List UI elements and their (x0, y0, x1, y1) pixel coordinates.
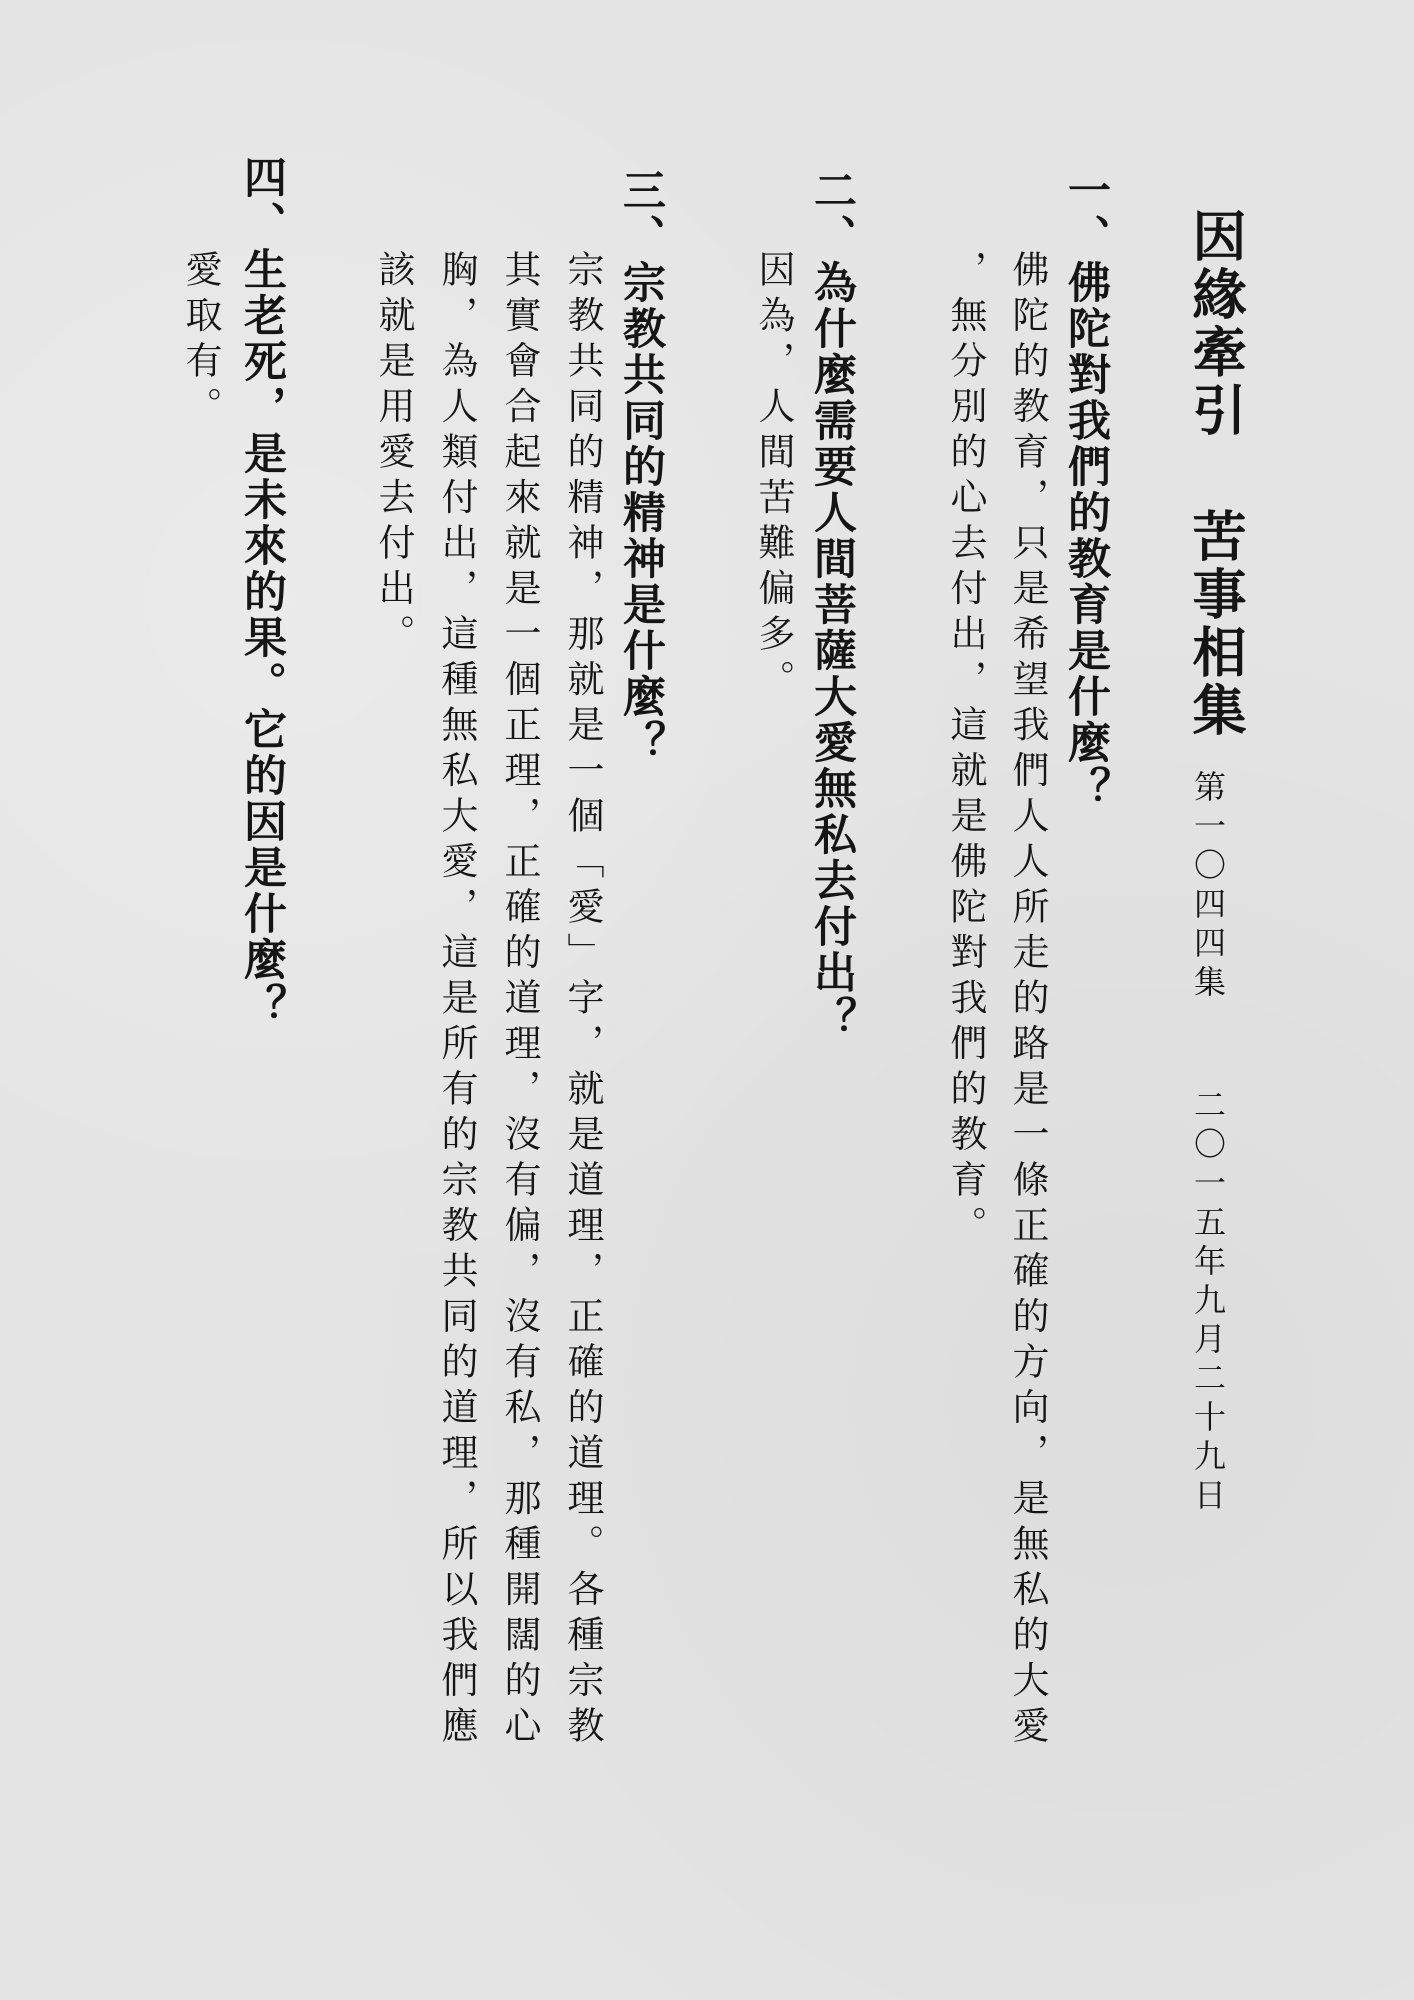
question-1: 一、佛陀對我們的教育是什麼？ (1061, 168, 1111, 812)
question-3: 三、宗教共同的精神是什麼？ (616, 168, 666, 766)
broadcast-date: 二〇一五年九月二十九日 (1189, 1088, 1227, 1517)
answer-2-line-1: 因為，人間苦難偏多。 (752, 250, 795, 705)
answer-4-line-1: 愛取有。 (179, 250, 222, 432)
answer-3-line-3: 胸，為人類付出，這種無私大愛，這是所有的宗教共同的道理，所以我們應 (435, 250, 478, 1752)
answer-1-line-1: 佛陀的教育，只是希望我們人人所走的路是一條正確的方向，是無私的大愛 (1006, 250, 1049, 1752)
answer-3-line-2: 其實會合起來就是一個正理，正確的道理，沒有偏，沒有私，那種開闊的心 (498, 250, 541, 1752)
episode-number: 第一〇四四集 (1189, 770, 1227, 1004)
answer-1-line-2: ，無分別的心去付出，這就是佛陀對我們的教育。 (944, 250, 987, 1251)
question-4: 四、生老死，是未來的果。它的因是什麼？ (237, 155, 287, 1029)
question-2: 二、為什麼需要人間菩薩大愛無私去付出？ (807, 168, 857, 1042)
document-title: 因緣牽引 苦事相集 (1184, 208, 1248, 740)
answer-3-line-1: 宗教共同的精神，那就是一個「愛」字，就是道理，正確的道理。各種宗教 (561, 250, 604, 1752)
answer-3-line-4: 該就是用愛去付出。 (372, 250, 415, 660)
episode-meta (1191, 770, 1225, 1517)
